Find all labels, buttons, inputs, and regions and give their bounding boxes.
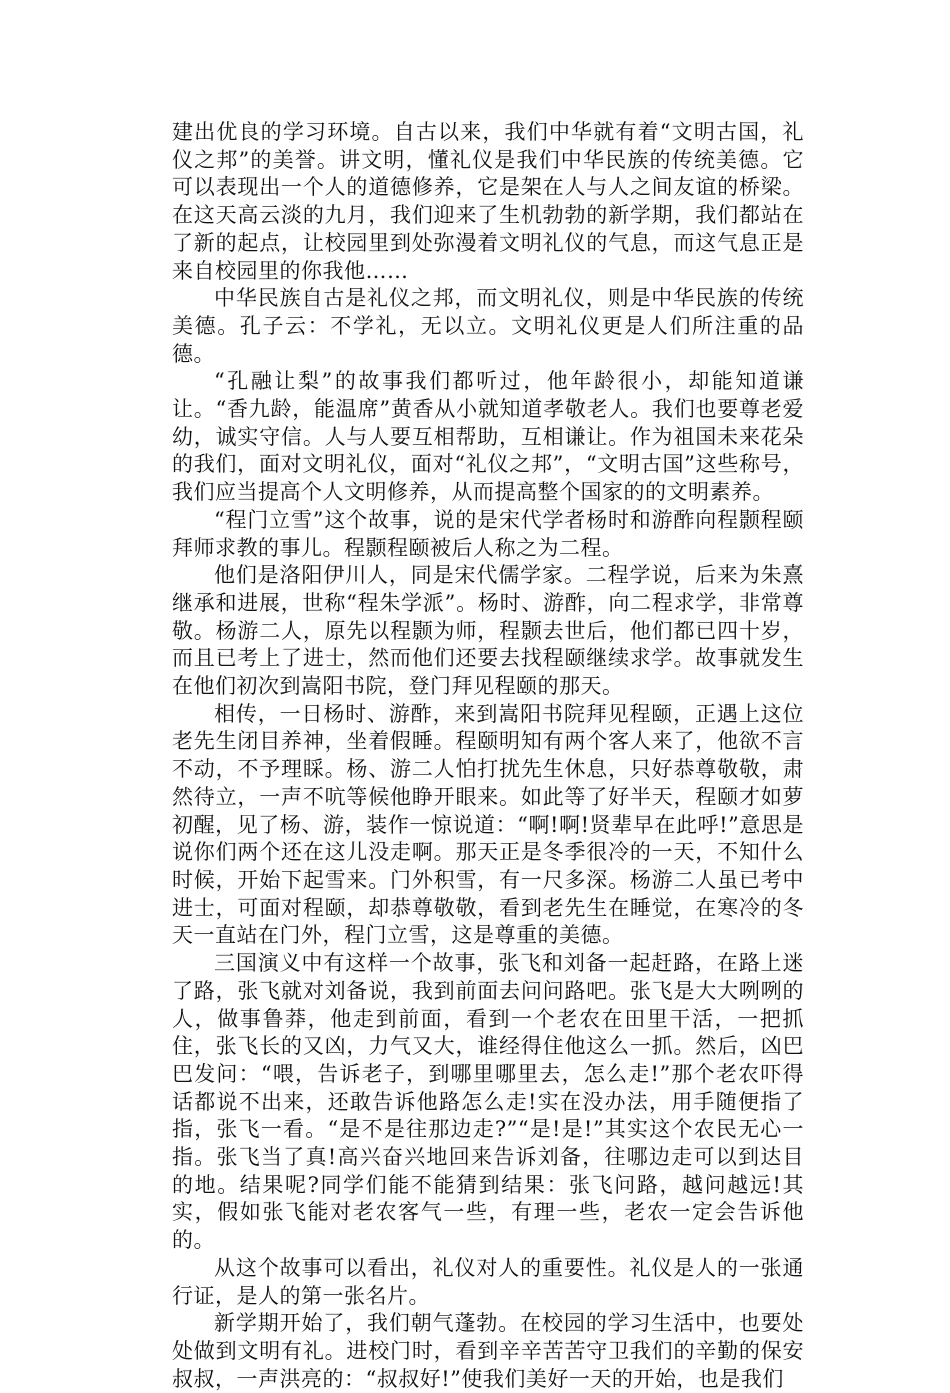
document-body [172,119,804,1393]
paragraph-two-chengs: 他们是洛阳伊川人，同是宋代儒学家。二程学说，后来为朱熹继承和进展，世称“程朱学派”。杨时、游酢，向二程求学，非常尊敬。杨游二人，原先以程颢为师，程颢去世后，他们都已四十岁，而且已考上了进士，然而他们还要去找程颐继续求学。故事就发生在他们初次到嵩阳书院，登门拜见程颐的那天。 [172,563,804,699]
paragraph-legend: 相传，一日杨时、游酢，来到嵩阳书院拜见程颐，正遇上这位老先生闭目养神，坐着假睡。程颐明知有两个客人来了，他欲不言不动，不予理睬。杨、游二人怕打扰先生休息，只好恭尊敬敬，肃然待立，一声不吭等候他睁开眼来。如此等了好半天，程颐才如萝初醒，见了杨、游，装作一惊说道：“啊!啊!贤辈早在此呼!”意思是说你们两个还在这儿没走啊。那天正是冬季很冷的一天，不知什么时候，开始下起雪来。门外积雪，有一尺多深。杨游二人虽已考中进士，可面对程颐，却恭尊敬敬，看到老先生在睡觉，在寒冷的冬天一直站在门外，程门立雪，这是尊重的美德。 [172,701,804,948]
paragraph-intro: 建出优良的学习环境。自古以来，我们中华就有着“文明古国，礼仪之邦”的美誉。讲文明，懂礼仪是我们中华民族的传统美德。它可以表现出一个人的道德修养，它是架在人与人之间友谊的桥梁。在这天高云淡的九月，我们迎来了生机勃勃的新学期，我们都站在了新的起点，让校园里到处弥漫着文明礼仪的气息，而这气息正是来自校园里的你我他…… [172,120,804,283]
paragraph-zhang-fei: 三国演义中有这样一个故事，张飞和刘备一起赶路，在路上迷了路，张飞就对刘备说，我到前面去问问路吧。张飞是大大咧咧的人，做事鲁莽，他走到前面，看到一个老农在田里干活，一把抓住，张飞长的又凶，力气又大，谁经得住他这么一抓。然后，凶巴巴发问：“喂，告诉老子，到哪里哪里去，怎么走!”那个老农吓得话都说不出来，还敢告诉他路怎么走!实在没办法，用手随便指了指，张飞一看。“是不是往那边走?”“是!是!”其实这个农民无心一指。张飞当了真!高兴奋兴地回来告诉刘备，往哪边走可以到达目的地。结果呢?同学们能不能猜到结果：张飞问路，越问越远!其实，假如张飞能对老农客气一些，有理一些，老农一定会告诉他的。 [172,951,804,1253]
paragraph-etiquette-nation: 中华民族自古是礼仪之邦，而文明礼仪，则是中华民族的传统美德。孔子云：不学礼，无以立。文明礼仪更是人们所注重的品德。 [172,286,804,366]
paragraph-new-semester: 新学期开始了，我们朝气蓬勃。在校园的学习生活中，也要处处做到文明有礼。进校门时，看到辛辛苦苦守卫我们的辛勤的保安叔叔，一声洪亮的：“叔叔好!”使我们美好一天的开始，也是我们 [172,1311,804,1391]
paragraph-importance: 从这个故事可以看出，礼仪对人的重要性。礼仪是人的一张通行证，是人的第一张名片。 [172,1255,804,1308]
paragraph-cheng-men-li-xue: “程门立雪”这个故事，说的是宋代学者杨时和游酢向程颢程颐拜师求教的事儿。程颢程颐被后人称之为二程。 [172,507,804,560]
paragraph-kong-rong: “孔融让梨”的故事我们都听过，他年龄很小，却能知道谦让。“香九龄，能温席”黄香从小就知道孝敬老人。我们也要尊老爱幼，诚实守信。人与人要互相帮助，互相谦让。作为祖国未来花朵的我们，面对文明礼仪，面对“礼仪之邦”，“文明古国”这些称号，我们应当提高个人文明修养，从而提高整个国家的的文明素养。 [172,369,804,505]
